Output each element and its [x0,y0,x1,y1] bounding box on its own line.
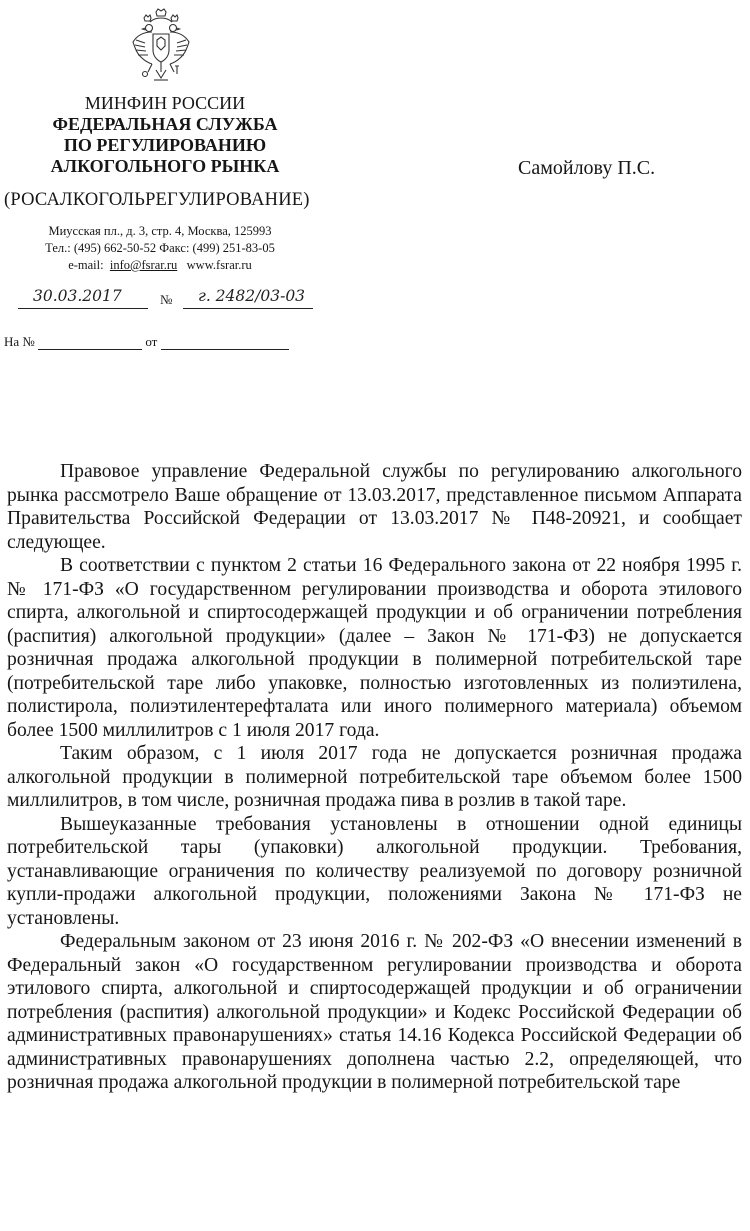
phones: Тел.: (495) 662-50-52 Факс: (499) 251-83-05 [45,241,275,255]
letter-body [7,460,742,1095]
service-name-line-3: АЛКОГОЛЬНОГО РЫНКА [50,156,280,176]
contacts [0,223,320,274]
outgoing-number: г. 2482/03-03 [198,287,306,305]
service-name-line-1: ФЕДЕРАЛЬНАЯ СЛУЖБА [52,114,278,134]
service-name-line-2: ПО РЕГУЛИРОВАНИЮ [63,135,267,155]
paragraph-4: Вышеуказанные требования установлены в отношении одной единицы потребительской тары (упаковки) алкогольной продукции. Требования, устанавливающие ограничения по количеству реализуемой по договору розничной купли-продажи алкогольной продукции, положениями Закона № 171-ФЗ не установлены. [7,813,742,929]
email-link[interactable]: info@fsrar.ru [109,258,178,272]
number-sign: № [160,292,173,307]
organization-name [0,93,330,177]
coat-of-arms-icon [130,8,192,88]
email-website-line [0,257,320,274]
email-label: e-mail: [68,258,104,272]
reference-number-blank [38,349,142,350]
short-name: (РОСАЛКОГОЛЬРЕГУЛИРОВАНИЕ) [4,190,310,210]
paragraph-1: Правовое управление Федеральной службы по регулированию алкогольного рынка рассмотрело Ваше обращение от 13.03.2017, представленное письмом Аппарата Правительства Российской Федерации от 13.03.2017 № П48-20921, и сообщает следующее. [7,461,742,553]
address: Миусская пл., д. 3, стр. 4, Москва, 125993 [48,224,272,238]
reference-na-label: На № [4,334,35,349]
reference-line [4,334,289,350]
reference-date-blank [161,349,289,350]
website-link[interactable]: www.fsrar.ru [186,258,252,272]
outgoing-date: 30.03.2017 [33,287,122,305]
paragraph-2: В соответствии с пунктом 2 статьи 16 Федерального закона от 22 ноября 1995 г. № 171-ФЗ «О государственном регулировании производства и оборота этилового спирта, алкогольной и спиртосодержащей продукции и об ограничении потребления (распития) алкогольной продукции» (далее – Закон № 171-ФЗ) не допускается розничная продажа алкогольной продукции в полимерной потребительской таре (потребительской таре либо упаковке, полностью изготовленных из полиэтилена, полистирола, полиэтилентерефталата или иного полимерного материала) объемом более 1500 миллилитров с 1 июля 2017 года. [7,555,742,741]
date-underline [18,308,148,309]
paragraph-5: Федеральным законом от 23 июня 2016 г. № 202-ФЗ «О внесении изменений в Федеральный закон «О государственном регулировании производства и оборота этилового спирта, алкогольной и спиртосодержащей продукции и об ограничении потребления (распития) алкогольной продукции» и Кодекс Российской Федерации об административных правонарушениях» статья 14.16 Кодекса Российской Федерации об административных правонарушениях дополнена частью 2.2, определяющей, что розничная продажа алкогольной продукции в полимерной потребительской таре [7,931,742,1093]
reference-ot-label: от [145,334,158,349]
number-underline [183,308,313,309]
addressee: Самойлову П.С. [518,157,656,179]
paragraph-3: Таким образом, с 1 июля 2017 года не допускается розничная продажа алкогольной продукции в полимерной потребительской таре объемом более 1500 миллилитров, в том числе, розничная продажа пива в розлив в такой таре. [7,743,742,811]
ministry-name: МИНФИН РОССИИ [84,93,246,113]
